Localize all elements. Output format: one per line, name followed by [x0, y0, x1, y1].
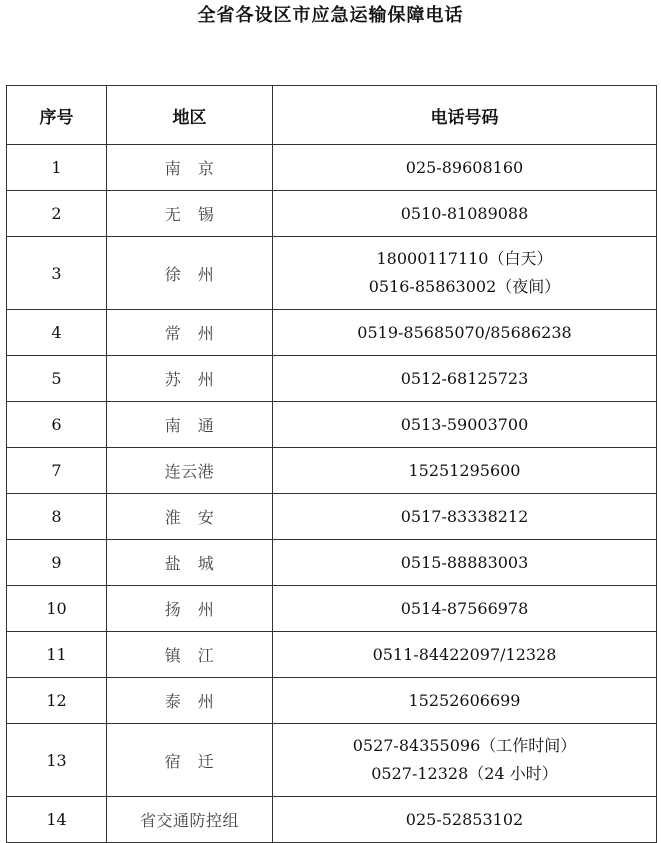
phone-number: 0514-87566978	[400, 598, 529, 618]
table-header-row	[7, 86, 657, 145]
row-phone	[273, 586, 657, 632]
row-region: 徐 州	[107, 237, 273, 310]
phone-number: 0527-12328（24 小时）	[371, 764, 558, 783]
table-row	[7, 494, 657, 540]
phone-number: 15252606699	[408, 690, 521, 710]
table-row	[7, 191, 657, 237]
row-number: 6	[7, 402, 107, 448]
table-row	[7, 724, 657, 797]
table-row	[7, 356, 657, 402]
row-region: 盐 城	[107, 540, 273, 586]
row-number: 1	[7, 145, 107, 191]
row-phone	[273, 678, 657, 724]
row-number: 10	[7, 586, 107, 632]
row-region: 淮 安	[107, 494, 273, 540]
row-region: 无 锡	[107, 191, 273, 237]
phone-number: 0519-85685070/85686238	[357, 322, 572, 342]
row-phone	[273, 356, 657, 402]
phone-number: 18000117110（白天）	[376, 249, 553, 268]
row-number: 4	[7, 310, 107, 356]
row-phone	[273, 448, 657, 494]
row-number: 9	[7, 540, 107, 586]
phone-number: 025-89608160	[405, 157, 524, 177]
row-number: 14	[7, 797, 107, 843]
phone-number: 0515-88883003	[400, 552, 529, 572]
table-row	[7, 540, 657, 586]
row-number: 5	[7, 356, 107, 402]
header-region: 地区	[107, 86, 273, 145]
table-row	[7, 310, 657, 356]
row-region: 南 通	[107, 402, 273, 448]
row-region: 连云港	[107, 448, 273, 494]
table-row	[7, 586, 657, 632]
phone-number: 0512-68125723	[400, 368, 529, 388]
row-number: 2	[7, 191, 107, 237]
table-row	[7, 145, 657, 191]
phone-number: 0513-59003700	[400, 414, 529, 434]
table-row	[7, 678, 657, 724]
row-phone	[273, 402, 657, 448]
header-no: 序号	[7, 86, 107, 145]
phone-number: 15251295600	[408, 460, 521, 480]
row-phone	[273, 145, 657, 191]
row-number: 12	[7, 678, 107, 724]
row-region: 苏 州	[107, 356, 273, 402]
row-number: 13	[7, 724, 107, 797]
phone-number: 0516-85863002（夜间）	[368, 277, 561, 296]
emergency-phone-table	[6, 85, 657, 843]
table-row	[7, 237, 657, 310]
row-region: 镇 江	[107, 632, 273, 678]
row-region: 宿 迁	[107, 724, 273, 797]
row-phone	[273, 191, 657, 237]
phone-number: 0517-83338212	[400, 506, 529, 526]
row-phone	[273, 310, 657, 356]
row-phone	[273, 237, 657, 310]
row-phone	[273, 724, 657, 797]
row-region: 泰 州	[107, 678, 273, 724]
row-phone	[273, 632, 657, 678]
row-region: 南 京	[107, 145, 273, 191]
row-phone	[273, 540, 657, 586]
phone-number: 025-52853102	[405, 809, 524, 829]
header-phone: 电话号码	[273, 86, 657, 145]
table-row	[7, 402, 657, 448]
row-number: 7	[7, 448, 107, 494]
table-row	[7, 448, 657, 494]
row-number: 8	[7, 494, 107, 540]
row-phone	[273, 494, 657, 540]
phone-number: 0510-81089088	[400, 203, 529, 223]
page-title: 全省各设区市应急运输保障电话	[197, 5, 464, 26]
row-number: 3	[7, 237, 107, 310]
phone-number: 0527-84355096（工作时间）	[352, 736, 577, 755]
row-number: 11	[7, 632, 107, 678]
row-region: 扬 州	[107, 586, 273, 632]
row-phone	[273, 797, 657, 843]
table-row	[7, 797, 657, 843]
row-region: 省交通防控组	[107, 797, 273, 843]
row-region: 常 州	[107, 310, 273, 356]
table-row	[7, 632, 657, 678]
phone-number: 0511-84422097/12328	[372, 644, 557, 664]
